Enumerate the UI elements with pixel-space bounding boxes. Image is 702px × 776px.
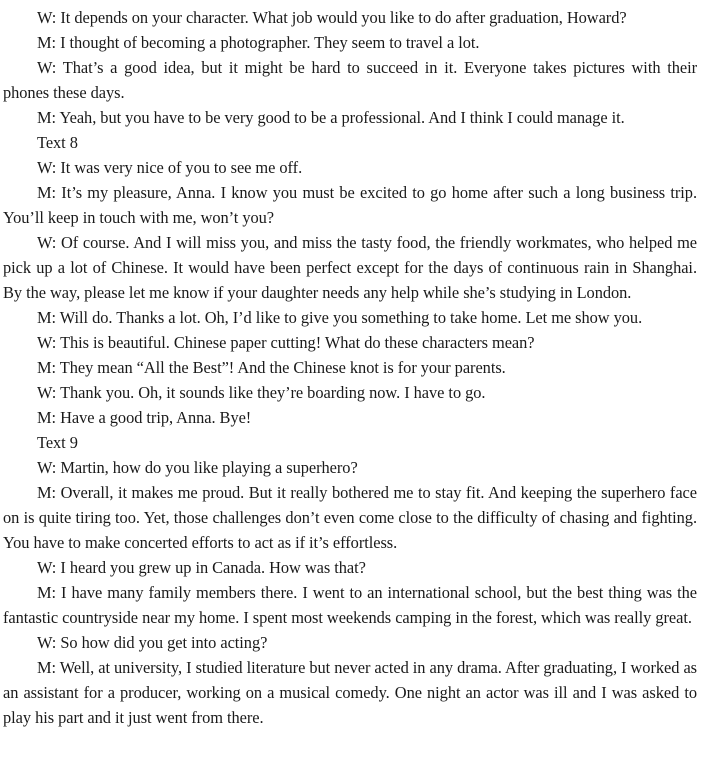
- dialogue-line: W: Martin, how do you like playing a superhero?: [37, 458, 358, 477]
- dialogue-line: W: It depends on your character. What job would you like to do after graduation, Howard?: [37, 8, 627, 27]
- dialogue-line: W: That’s a good idea, but it might be hard to succeed in it. Everyone takes pictures with their phones these days.: [3, 58, 697, 102]
- dialogue-line: M: Have a good trip, Anna. Bye!: [37, 408, 252, 427]
- section-heading-text-9: Text 9: [37, 433, 78, 452]
- dialogue-line: M: They mean “All the Best”! And the Chinese knot is for your parents.: [37, 358, 506, 377]
- dialogue-line: M: Will do. Thanks a lot. Oh, I’d like to give you something to take home. Let me show you.: [37, 308, 643, 327]
- dialogue-line: W: It was very nice of you to see me off.: [37, 158, 303, 177]
- dialogue-line: W: So how did you get into acting?: [37, 633, 268, 652]
- dialogue-line: M: I have many family members there. I went to an international school, but the best thing was the fantastic countryside near my home. I spent most weekends camping in the forest, which was really great.: [3, 583, 697, 627]
- dialogue-line: M: It’s my pleasure, Anna. I know you must be excited to go home after such a long business trip. You’ll keep in touch with me, won’t you?: [3, 183, 697, 227]
- dialogue-line: W: Of course. And I will miss you, and miss the tasty food, the friendly workmates, who helped me pick up a lot of Chinese. It would have been perfect except for the days of continuous rain in Shanghai. By the way, please let me know if your daughter needs any help while she’s studying in London.: [3, 233, 697, 302]
- dialogue-line: M: Overall, it makes me proud. But it really bothered me to stay fit. And keeping the superhero face on is quite tiring too. Yet, those challenges don’t even come close to the difficulty of chasing and fighting. You have to make concerted efforts to act as if it’s effortless.: [3, 483, 697, 552]
- dialogue-line: W: Thank you. Oh, it sounds like they’re boarding now. I have to go.: [37, 383, 486, 402]
- dialogue-line: W: I heard you grew up in Canada. How was that?: [37, 558, 366, 577]
- dialogue-line: W: This is beautiful. Chinese paper cutting! What do these characters mean?: [37, 333, 535, 352]
- dialogue-line: M: Well, at university, I studied literature but never acted in any drama. After graduating, I worked as an assistant for a producer, working on a musical comedy. One night an actor was ill and I was asked to play his part and it just went from there.: [3, 658, 697, 727]
- section-heading-text-8: Text 8: [37, 133, 78, 152]
- dialogue-line: M: Yeah, but you have to be very good to be a professional. And I think I could manage it.: [37, 108, 625, 127]
- dialogue-line: M: I thought of becoming a photographer. They seem to travel a lot.: [37, 33, 480, 52]
- transcript-page: [3, 5, 697, 730]
